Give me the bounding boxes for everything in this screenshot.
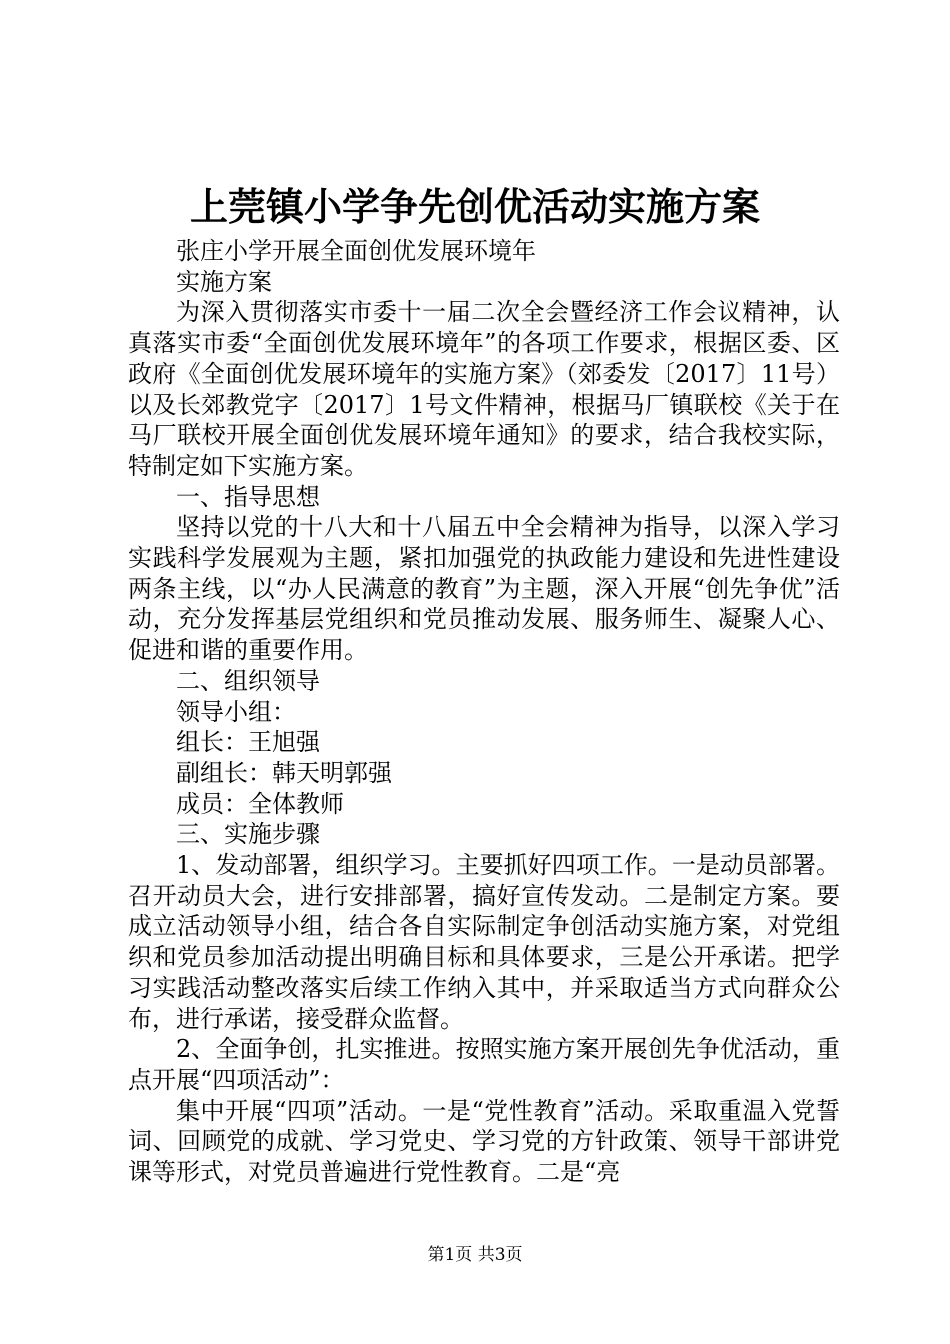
leadership-group-label: 领导小组： — [176, 697, 296, 726]
guiding-ideology-paragraph: 坚持以党的十八大和十八届五中全会精神为指导，以深入学习实践科学发展观为主题，紧扣加强党的执政能力建设和先进性建设两条主线，以“办人民满意的教育”为主题，深入开展“创先争优”活动，充分发挥基层党组织和党员推动发展、服务师生、凝聚人心、促进和谐的重要作用。 — [128, 513, 840, 665]
section-heading-guiding-ideology: 一、指导思想 — [176, 482, 320, 511]
four-activities-paragraph: 集中开展“四项”活动。一是“党性教育”活动。采取重温入党誓词、回顾党的成就、学习党史、学习党的方针政策、领导干部讲党课等形式，对党员普遍进行党性教育。二是“亮 — [128, 1096, 840, 1187]
section-heading-organization: 二、组织领导 — [176, 666, 320, 695]
intro-paragraph: 为深入贯彻落实市委十一届二次全会暨经济工作会议精神，认真落实市委“全面创优发展环境年”的各项工作要求，根据区委、区政府《全面创优发展环境年的实施方案》（郊委发〔2017〕11号）以及长郊教党字〔2017〕1号文件精神，根据马厂镇联校《关于在马厂联校开展全面创优发展环境年通知》的要求，结合我校实际，特制定如下实施方案。 — [128, 298, 840, 480]
document-title: 上莞镇小学争先创优活动实施方案 — [189, 184, 760, 229]
step-2-paragraph: 2、全面争创，扎实推进。按照实施方案开展创先争优活动，重点开展“四项活动”： — [128, 1035, 840, 1094]
members-line: 成员：全体教师 — [176, 789, 344, 818]
deputy-leader-line: 副组长：韩天明郭强 — [176, 758, 392, 787]
subtitle-line-1: 张庄小学开展全面创优发展环境年 — [176, 237, 536, 265]
page-footer: 第1页 共3页 — [427, 1245, 523, 1265]
step-1-paragraph: 1、发动部署，组织学习。主要抓好四项工作。一是动员部署。召开动员大会，进行安排部署，搞好宣传发动。二是制定方案。要成立活动领导小组，结合各自实际制定争创活动实施方案，对党组织和党员参加活动提出明确目标和具体要求，三是公开承诺。把学习实践活动整改落实后续工作纳入其中，并采取适当方式向群众公布，进行承诺，接受群众监督。 — [128, 851, 840, 1033]
subtitle-line-2: 实施方案 — [176, 267, 272, 296]
document-body — [128, 236, 840, 1188]
group-leader-line: 组长：王旭强 — [176, 728, 320, 757]
section-heading-steps: 三、实施步骤 — [176, 820, 320, 849]
